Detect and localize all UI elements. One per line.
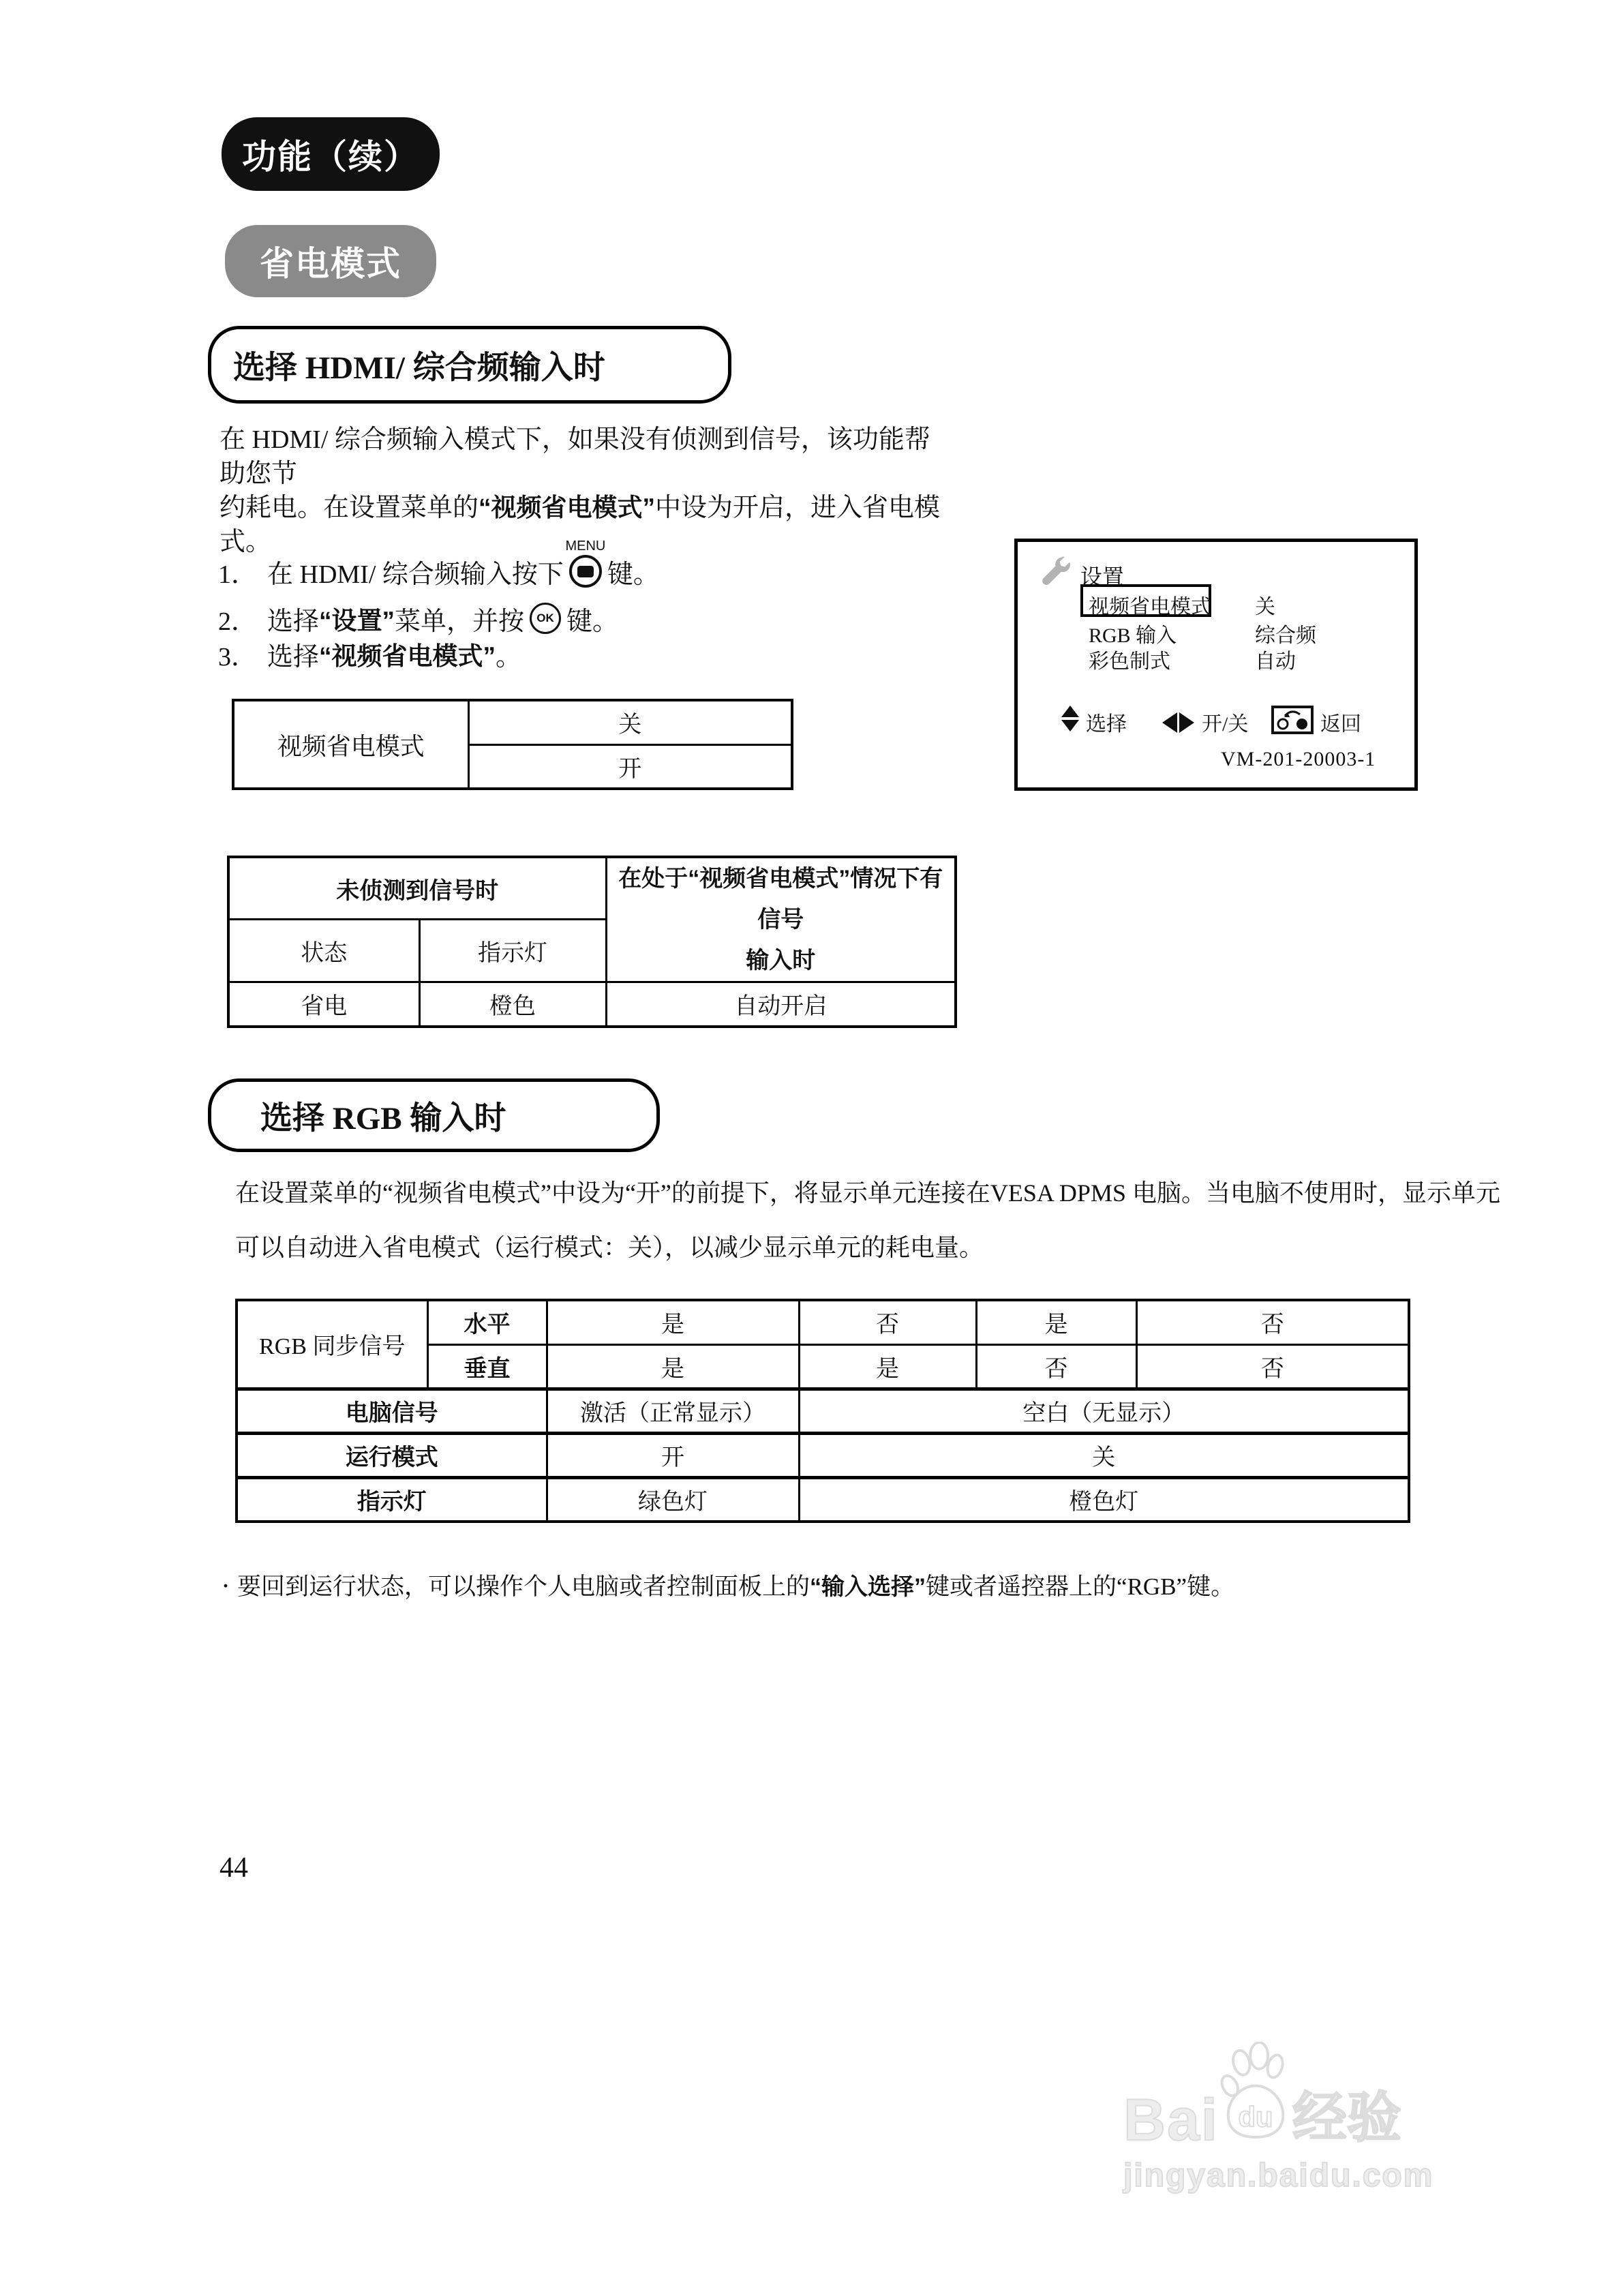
step-text-suffix: 键。 (607, 560, 659, 589)
mode-on-cell: 开 (468, 744, 792, 789)
badge-label: 功能（续） (242, 138, 419, 176)
osd-value-rgb-input: 综合频 (1255, 624, 1316, 647)
step-text-suffix: 。 (496, 642, 522, 671)
step-number: 1． (218, 560, 258, 589)
step-3 (218, 637, 521, 671)
bold-input-select: “输入选择” (810, 1574, 926, 1600)
baidu-jingyan-watermark (1123, 2042, 1505, 2194)
table-row (228, 982, 956, 1027)
badge-label: 省电模式 (260, 245, 401, 283)
rgb-section-title-box (208, 1078, 660, 1152)
baidu-paw-icon (1220, 2042, 1291, 2147)
table-row (237, 1477, 1409, 1522)
indicator-orange: 橙色灯 (799, 1477, 1409, 1522)
menu-button-icon (565, 539, 606, 588)
no-signal-header: 未侦测到信号时 (228, 857, 606, 920)
step-text: 选择 (267, 642, 320, 671)
osd-item-color-system: 彩色制式 (1089, 650, 1170, 673)
run-mode-off: 关 (799, 1433, 1409, 1477)
step-number: 3． (218, 642, 258, 671)
cell: 是 (547, 1344, 799, 1389)
svg-text:du: du (1238, 2100, 1273, 2133)
wrench-icon (1035, 554, 1071, 593)
watermark-jingyan-text: 经验 (1292, 2087, 1401, 2148)
table-row (237, 1300, 1409, 1344)
watermark-url: jingyan.baidu.com (1123, 2158, 1434, 2194)
step-1 (218, 539, 659, 592)
cell: 否 (1136, 1300, 1409, 1344)
cell: 是 (976, 1300, 1136, 1344)
mode-off-cell: 关 (468, 700, 792, 744)
indicator-value: 橙色 (419, 982, 606, 1027)
pc-signal-label: 电脑信号 (237, 1389, 547, 1433)
cell: 否 (799, 1300, 976, 1344)
step-text: 选择 (267, 607, 320, 636)
menu-button-glyph (577, 566, 594, 577)
footnote: ・ 要回到运行状态，可以操作个人电脑或者控制面板上的“输入选择”键或者遥控器上的“RGB”键。 (217, 1573, 1235, 1600)
video-power-save-mode-table (232, 699, 793, 790)
bold-settings: “设置” (319, 607, 395, 635)
osd-item-video-power-save: 视频省电模式 (1089, 596, 1211, 618)
indicator-green: 绿色灯 (547, 1477, 799, 1522)
status-col-header: 状态 (228, 920, 419, 982)
step-number: 2． (218, 607, 258, 636)
osd-value-color-system: 自动 (1255, 650, 1296, 673)
osd-model-code: VM-201-20003-1 (1221, 748, 1376, 770)
menu-button-circle (569, 555, 602, 588)
action-value: 自动开启 (606, 982, 956, 1027)
indicator-label: 指示灯 (237, 1477, 547, 1522)
cell: 是 (799, 1344, 976, 1389)
intro-line-1: 在 HDMI/ 综合频输入模式下，如果没有侦测到信号，该功能帮助您节 (219, 425, 930, 488)
cell: 是 (547, 1300, 799, 1344)
table-row (237, 1433, 1409, 1477)
run-mode-label: 运行模式 (237, 1433, 547, 1477)
indicator-col-header: 指示灯 (419, 920, 606, 982)
table-row (233, 700, 792, 744)
hdmi-section-title: 选择 HDMI/ 综合频输入时 (233, 350, 605, 386)
watermark-bai-text: Bai (1123, 2087, 1219, 2153)
step-text-mid: 菜单，并按 (395, 607, 525, 636)
hdmi-section-title-box (208, 326, 731, 404)
step-text: 在 HDMI/ 综合频输入按下 (267, 560, 564, 589)
osd-value-video-power-save: 关 (1255, 596, 1275, 618)
rgb-intro-line-1: 在设置菜单的“视频省电模式”中设为“开”的前提下，将显示单元连接在VESA DPMS 电脑。当电脑不使用时，显示单元 (235, 1179, 1500, 1207)
step-2 (218, 600, 618, 637)
section-badge-function-continued (222, 117, 440, 191)
intro-line-2: 约耗电。在设置菜单的“视频省电模式”中设为开启，进入省电模式。 (219, 494, 941, 556)
rgb-sync-table (235, 1299, 1410, 1523)
horizontal-label: 水平 (427, 1300, 547, 1344)
cell: 否 (1136, 1344, 1409, 1389)
bullet-icon: ・ (217, 1577, 235, 1597)
with-signal-header: 在处于“视频省电模式”情况下有信号 输入时 (606, 857, 956, 982)
cell: 否 (976, 1344, 1136, 1389)
table-row (237, 1389, 1409, 1433)
return-key-icon (1271, 706, 1314, 738)
ok-button-icon: OK (530, 603, 561, 634)
vertical-label: 垂直 (427, 1344, 547, 1389)
section-badge-power-save-mode (225, 225, 436, 297)
step-text-suffix: 键。 (566, 607, 619, 636)
osd-settings-panel (1014, 539, 1418, 791)
osd-title: 设置 (1080, 564, 1125, 589)
bold-video-power-save: “视频省电模式” (319, 642, 496, 670)
osd-item-rgb-input: RGB 输入 (1089, 624, 1177, 647)
osd-hint-onoff: 开/关 (1202, 713, 1249, 736)
rgb-intro-line-2: 可以自动进入省电模式（运行模式：关），以减少显示单元的耗电量。 (235, 1234, 984, 1261)
signal-indicator-table (227, 856, 957, 1028)
page-number: 44 (219, 1852, 248, 1884)
table-row (228, 857, 956, 920)
osd-hint-back: 返回 (1320, 713, 1361, 736)
bold-video-power-save: “视频省电模式” (479, 494, 656, 522)
run-mode-on: 开 (547, 1433, 799, 1477)
mode-table-header: 视频省电模式 (233, 700, 468, 789)
osd-hint-select: 选择 (1086, 713, 1127, 736)
rgb-sync-header: RGB 同步信号 (237, 1300, 427, 1389)
status-value: 省电 (228, 982, 419, 1027)
left-right-arrows-icon (1162, 712, 1194, 733)
up-down-arrows-icon (1061, 706, 1079, 731)
menu-button-label: MENU (565, 539, 606, 554)
pc-signal-blank: 空白（无显示） (799, 1389, 1409, 1433)
pc-signal-active: 激活（正常显示） (547, 1389, 799, 1433)
rgb-section-title: 选择 RGB 输入时 (260, 1100, 506, 1136)
